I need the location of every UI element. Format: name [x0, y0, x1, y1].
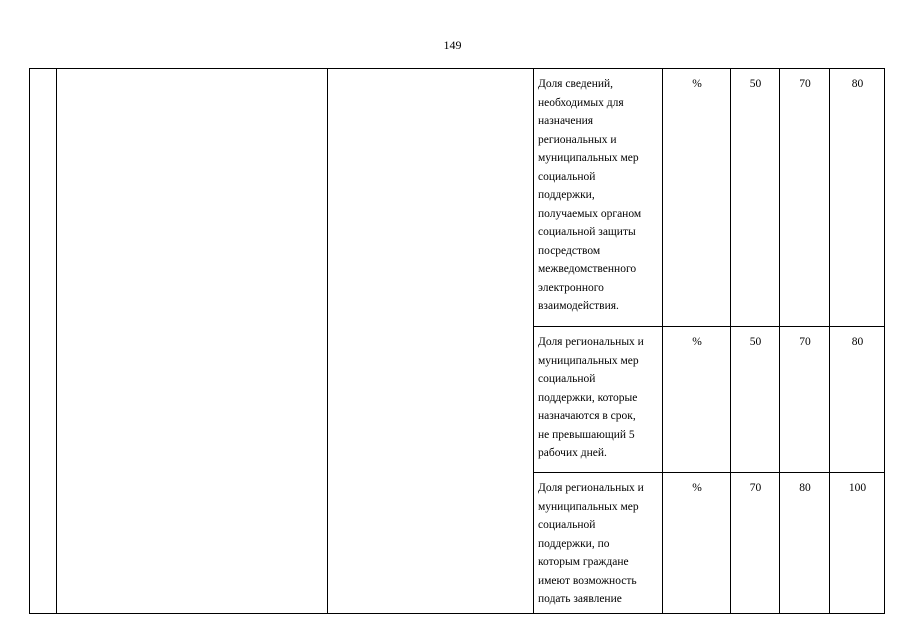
indicator-value-1: 50: [731, 327, 780, 473]
indicator-value-1: 50: [731, 69, 780, 327]
indicator-value-3: 100: [830, 473, 885, 614]
indicator-unit: %: [663, 473, 731, 614]
indicator-description: Доля региональных и муниципальных мер социальной поддержки, которые назначаются в срок, не превышающий 5 рабочих дней.: [534, 327, 663, 473]
indicator-unit: %: [663, 69, 731, 327]
indicator-value-2: 70: [780, 327, 830, 473]
indicator-description: Доля сведений, необходимых для назначения региональных и муниципальных мер социальной поддержки, получаемых органом социальной защиты посредством межведомственного электронного взаимодействия.: [534, 69, 663, 327]
table-row: [30, 69, 885, 327]
indicator-value-2: 70: [780, 69, 830, 327]
indicator-value-3: 80: [830, 69, 885, 327]
indicator-unit: %: [663, 327, 731, 473]
cell-event: [328, 69, 534, 614]
indicator-value-1: 70: [731, 473, 780, 614]
cell-task: [57, 69, 328, 614]
indicator-value-2: 80: [780, 473, 830, 614]
cell-index: [30, 69, 57, 614]
indicator-description: Доля региональных и муниципальных мер социальной поддержки, по которым граждане имеют возможность подать заявление: [534, 473, 663, 614]
indicator-value-3: 80: [830, 327, 885, 473]
indicators-table: [29, 68, 885, 614]
page-number: 149: [443, 38, 462, 52]
